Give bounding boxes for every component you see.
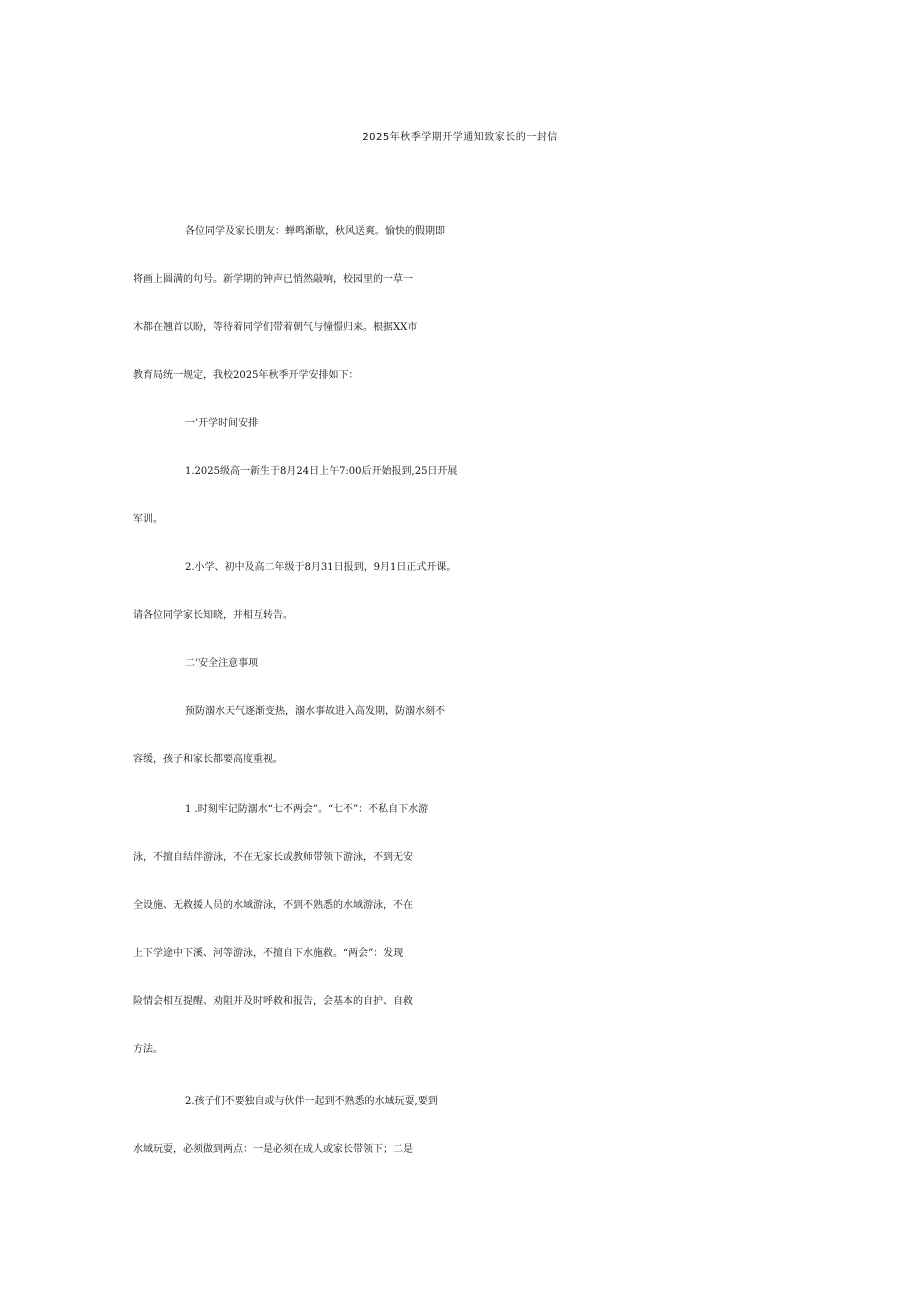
body-line-12: 容缓，孩子和家长都要高度重视。	[133, 754, 283, 765]
body-line-1: 各位同学及家长朋友：蝉鸣渐歇，秋风送爽。愉快的假期即	[185, 226, 445, 237]
body-line-18: 方法。	[133, 1044, 163, 1055]
body-line-17: 险情会相互提醒、劝阻并及时呼救和报告，会基本的自护、自救	[133, 996, 413, 1007]
body-line-20: 水域玩耍，必须做到两点：一是必须在成人或家长带领下；二是	[133, 1144, 413, 1155]
section-heading-1: 一’开学时间安排	[185, 418, 259, 429]
document-title: 2025年秋季学期开学通知致家长的一封信	[362, 132, 558, 143]
body-line-9: 请各位同学家长知晓，并相互转告。	[133, 610, 293, 621]
body-line-3: 木都在翘首以盼，等待着同学们带着朝气与憧憬归来。根据XX市	[133, 322, 418, 333]
body-line-7: 军训。	[133, 514, 163, 525]
section-heading-2: 二’安全注意事项	[185, 658, 259, 669]
body-line-11: 预防溺水天气逐渐变热，溺水事故进入高发期，防溺水刻不	[185, 706, 445, 717]
body-line-6: 1.2025级高一新生于8月24日上午7:00后开始报到,25日开展	[185, 466, 458, 477]
body-line-15: 全设施、无救援人员的水域游泳，不到不熟悉的水域游泳，不在	[133, 900, 413, 911]
body-line-4: 教育局统一规定，我校2025年秋季开学安排如下：	[133, 370, 359, 381]
body-line-16: 上下学途中下溪、河等游泳，不擅自下水施救。“两会”：发现	[133, 948, 404, 959]
body-line-2: 将画上圆满的句号。新学期的钟声已悄然敲响，校园里的一草一	[133, 274, 413, 285]
body-line-14: 泳，不擅自结伴游泳，不在无家长或教师带领下游泳，不到无安	[133, 852, 413, 863]
body-line-19: 2.孩子们不要独自或与伙伴一起到不熟悉的水域玩耍,要到	[185, 1096, 438, 1107]
body-line-13: 1 .时刻牢记防溺水“七不两会”。“七不”：不私自下水游	[185, 804, 429, 815]
body-line-8: 2.小学、初中及高二年级于8月31日报到，9月1日正式开课。	[185, 562, 457, 573]
